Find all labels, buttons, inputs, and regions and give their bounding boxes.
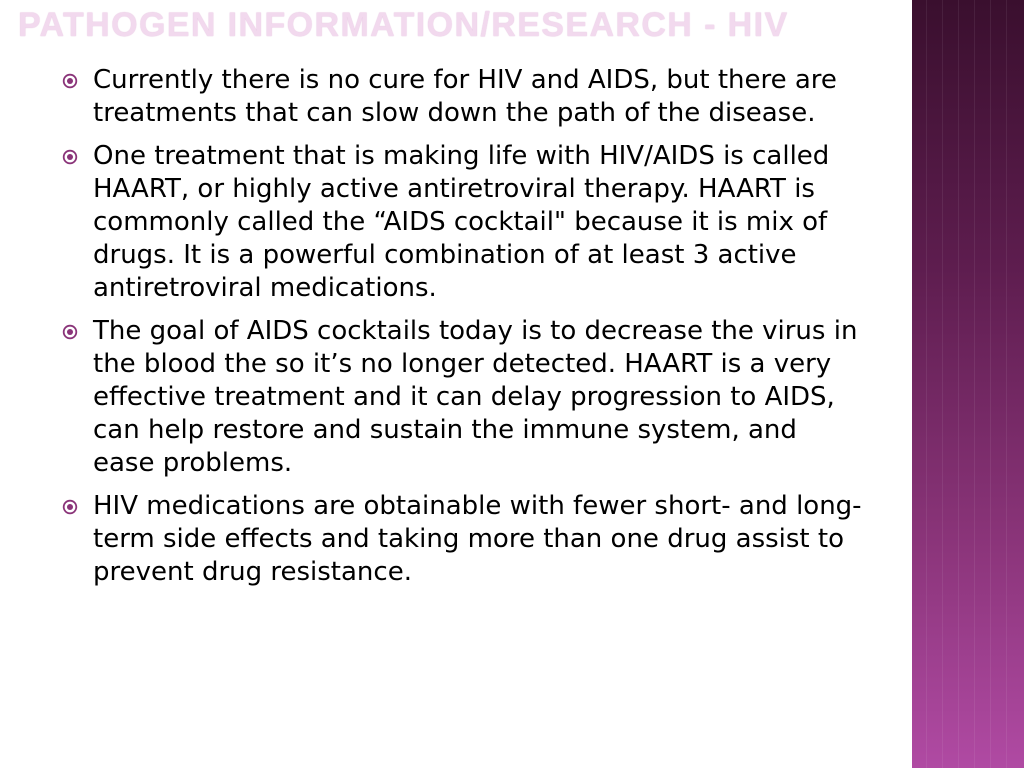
circle-dot-icon <box>62 149 78 165</box>
slide-title: PATHOGEN INFORMATION/RESEARCH - HIV <box>18 6 789 44</box>
circle-dot-icon <box>62 324 78 340</box>
circle-dot-icon <box>62 499 78 515</box>
bullet-item <box>62 315 862 480</box>
circle-dot-icon <box>62 73 78 89</box>
bullet-text: The goal of AIDS cocktails today is to decrease the virus in the blood the so it’s no longer detected. HAART is a very effective treatment and it can delay progression to AIDS, can help restore and sustain the immune system, and ease problems. <box>93 316 858 478</box>
bullet-item <box>62 64 862 130</box>
bullet-text: One treatment that is making life with HIV/AIDS is called HAART, or highly active antiretroviral therapy. HAART is commonly called the “AIDS cocktail" because it is mix of drugs. It is a powerful combination of at least 3 active antiretroviral medications. <box>93 141 830 303</box>
bullet-text: Currently there is no cure for HIV and AIDS, but there are treatments that can slow down the path of the disease. <box>93 65 837 128</box>
bullet-item <box>62 140 862 305</box>
decorative-sidebar <box>912 0 1024 768</box>
bullet-list <box>62 64 862 599</box>
bullet-item <box>62 490 862 589</box>
bullet-text: HIV medications are obtainable with fewer short- and long-term side effects and taking more than one drug assist to prevent drug resistance. <box>93 491 862 587</box>
